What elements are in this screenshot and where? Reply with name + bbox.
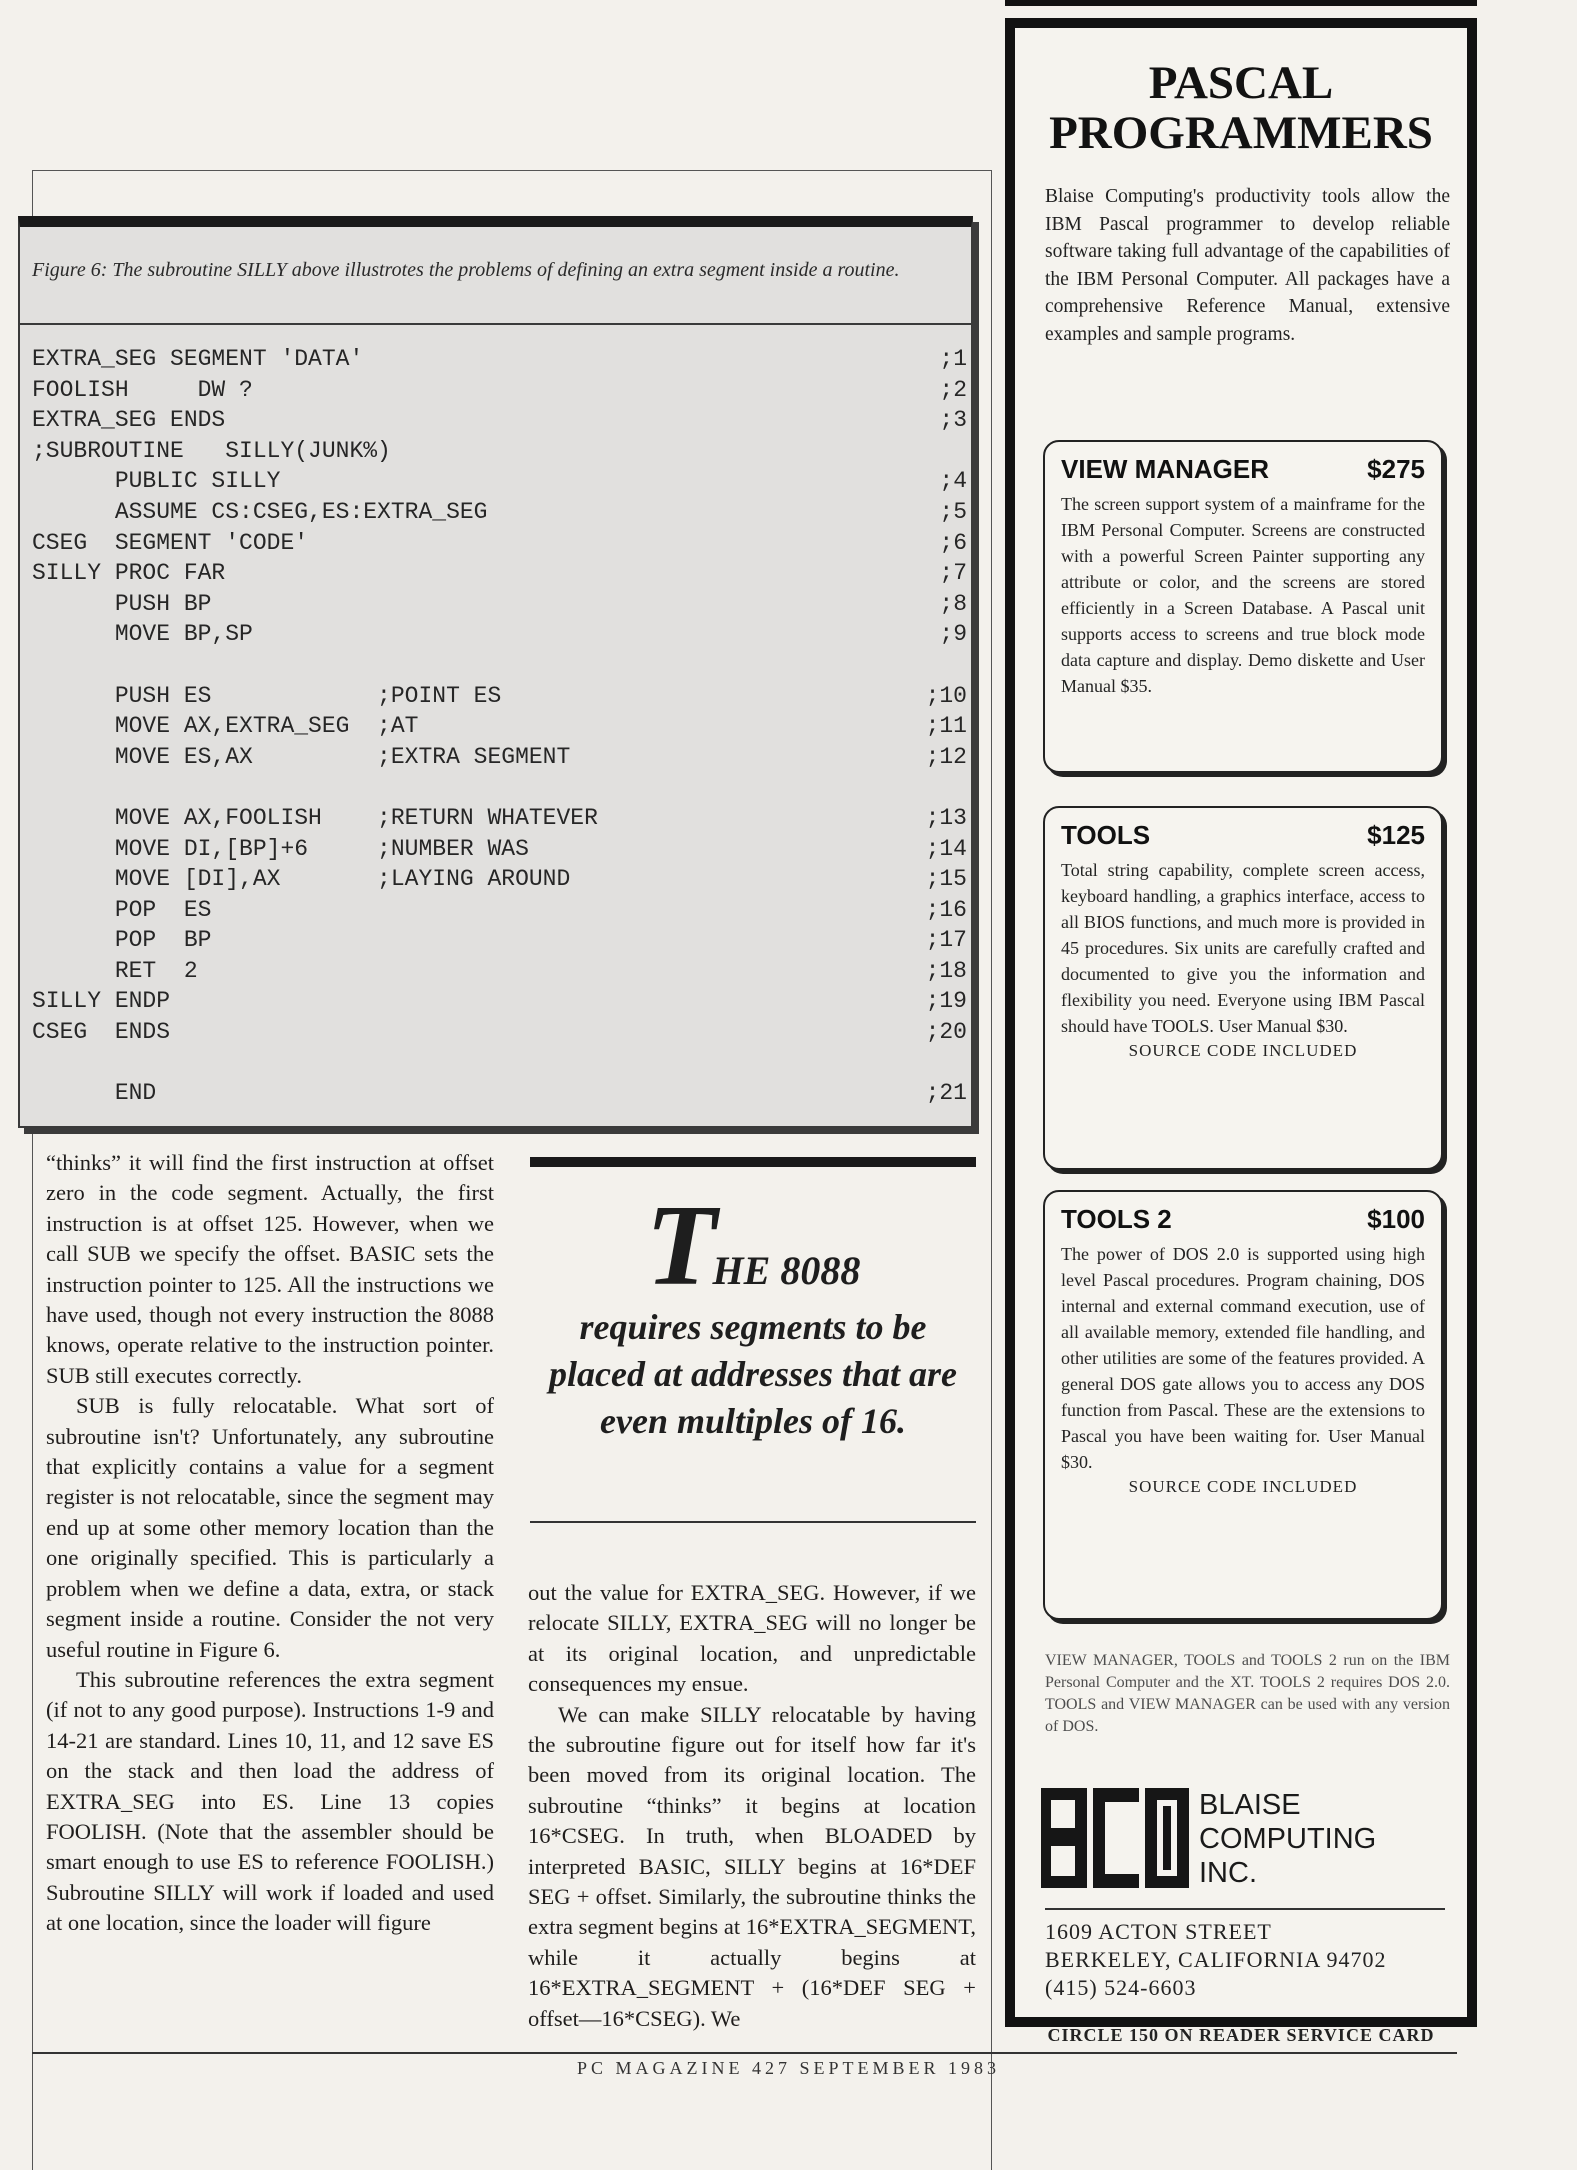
- code-line: [32, 558, 967, 589]
- company-name-line: INC.: [1199, 1857, 1257, 1889]
- code-text: EXTRA_SEG ENDS: [32, 407, 226, 434]
- code-text: CSEG ENDS: [32, 1019, 171, 1046]
- line-number: ;21: [925, 1080, 967, 1107]
- code-text: FOOLISH DW ?: [32, 376, 253, 403]
- line-number: ;18: [925, 957, 967, 984]
- paragraph: This subroutine references the extra segment (if not to any good purpose). Instructions 1-9 and 14-21 are standard. Lines 10, 11, and 12 save ES on the stack and then load the address of EXTRA_SEG into ES. Line 13 copies FOOLISH. (Note that the assembler should be smart enough to use ES to reference FOOLISH.) Subroutine SILLY will work if loaded and used at one location, since the loader will figure: [46, 1666, 494, 1936]
- line-number: ;20: [925, 1019, 967, 1046]
- code-line: [32, 528, 967, 559]
- line-number: ;17: [925, 927, 967, 954]
- ad-top-bar: [1005, 0, 1477, 6]
- code-text: MOVE AX,FOOLISH ;RETURN WHATEVER: [32, 804, 598, 831]
- code-line: [32, 466, 967, 497]
- code-line: [32, 834, 967, 865]
- code-line: [32, 375, 967, 406]
- code-line: [32, 497, 967, 528]
- code-line: [32, 925, 967, 956]
- company-name-line: BLAISE: [1199, 1789, 1301, 1821]
- pull-quote-bottom-rule: [530, 1521, 976, 1523]
- line-number: ;5: [939, 498, 967, 525]
- article-column-2: [528, 1578, 976, 2034]
- paragraph: We can make SILLY relocatable by having the subroutine figure out for itself how far it's been moved from its original location. The subroutine “thinks” it begins at location 16*CSEG. In truth, when BLOADED by interpreted BASIC, SILLY begins at 16*DEF SEG + offset. Similarly, the subroutine thinks the extra segment begins at 16*EXTRA_SEGMENT, while it actually begins at 16*EXTRA_SEGMENT + (16*DEF SEG + offset—16*CSEG). We: [528, 1701, 976, 2031]
- code-line: [32, 864, 967, 895]
- line-number: ;15: [925, 866, 967, 893]
- figure-caption: Figure 6: The subroutine SILLY above illustrotes the problems of defining an extra segment inside a routine.: [32, 259, 900, 281]
- code-text: SILLY ENDP: [32, 988, 171, 1015]
- pull-quote-top-bar: [530, 1157, 976, 1167]
- bci-logo-icon: [1041, 1788, 1191, 1888]
- code-text: MOVE AX,EXTRA_SEG ;AT: [32, 713, 419, 740]
- line-number: ;11: [925, 713, 967, 740]
- code-text: MOVE DI,[BP]+6 ;NUMBER WAS: [32, 835, 529, 862]
- ad-headline-line: PASCAL: [1148, 57, 1334, 109]
- line-number: ;4: [939, 468, 967, 495]
- code-text: EXTRA_SEG SEGMENT 'DATA': [32, 346, 364, 372]
- product-name: VIEW MANAGER: [1061, 454, 1269, 484]
- product-price: $275: [1367, 454, 1425, 484]
- code-listing: [32, 344, 967, 1109]
- ad-intro: Blaise Computing's productivity tools allow the IBM Pascal programmer to develop reliable software taking full advantage of the capabilities of the IBM Personal Computer. All packages have a comprehensive Reference Manual, extensive examples and sample programs.: [1045, 186, 1450, 345]
- figure-divider: [20, 323, 971, 325]
- reader-service-note: CIRCLE 150 ON READER SERVICE CARD: [1047, 2025, 1435, 2045]
- product-description: The power of DOS 2.0 is supported using high level Pascal procedures. Program chaining, DOS internal and external command execution, use of all available memory, extended file handling, and other utilities are some of the features provided. A general DOS gate allows you to access any DOS function from Pascal. These are the extensions to Pascal you have been waiting for. User Manual $30.: [1061, 1244, 1425, 1472]
- ad-headline: [1015, 58, 1467, 158]
- product-name: TOOLS: [1061, 820, 1151, 850]
- line-number: ;10: [925, 682, 967, 709]
- line-number: ;9: [939, 621, 967, 648]
- company-logo: [1041, 1788, 1461, 1898]
- code-line: [32, 986, 967, 1017]
- code-text: END: [32, 1080, 157, 1107]
- line-number: ;1: [939, 346, 967, 372]
- pull-quote-text: requires segments to be placed at addresses that are even multiples of 16.: [549, 1307, 957, 1441]
- company-name-line: COMPUTING: [1199, 1823, 1377, 1855]
- product-price: $100: [1367, 1204, 1425, 1234]
- code-line: [32, 344, 967, 375]
- product-tools-2: [1043, 1190, 1443, 1620]
- code-text: PUSH BP: [32, 590, 212, 617]
- article-column-1: [46, 1148, 494, 1939]
- code-line: [32, 650, 967, 681]
- code-text: POP BP: [32, 927, 212, 954]
- code-text: PUBLIC SILLY: [32, 468, 281, 495]
- source-code-note: SOURCE CODE INCLUDED: [1128, 1477, 1358, 1496]
- figure-6: [18, 216, 973, 1128]
- code-line: [32, 681, 967, 712]
- compatibility-note: VIEW MANAGER, TOOLS and TOOLS 2 run on the IBM Personal Computer and the XT. TOOLS 2 requires DOS 2.0. TOOLS and VIEW MANAGER can be used with any version of DOS.: [1045, 1652, 1450, 1735]
- line-number: ;16: [925, 896, 967, 923]
- address-line: 1609 ACTON STREET: [1045, 1919, 1272, 1944]
- line-number: ;7: [939, 560, 967, 587]
- product-view-manager: [1043, 440, 1443, 773]
- ad-divider: [1045, 1908, 1445, 1910]
- pull-quote-first: HE 8088: [712, 1248, 861, 1293]
- code-line: [32, 956, 967, 987]
- code-line: [32, 895, 967, 926]
- code-line: [32, 1048, 967, 1079]
- code-line: [32, 711, 967, 742]
- company-address: [1045, 1918, 1445, 2002]
- product-description: The screen support system of a mainframe for the IBM Personal Computer. Screens are constructed with a powerful Screen Painter supporting any attribute or color, and the screens are stored efficiently in a Screen Database. A Pascal unit supports access to screens and true block mode data capture and display. Demo diskette and User Manual $35.: [1061, 494, 1425, 696]
- page-footer: PC MAGAZINE 427 SEPTEMBER 1983: [576, 2058, 1001, 2078]
- code-line: [32, 772, 967, 803]
- code-text: MOVE ES,AX ;EXTRA SEGMENT: [32, 743, 571, 770]
- line-number: ;19: [925, 988, 967, 1015]
- product-name: TOOLS 2: [1061, 1204, 1172, 1234]
- product-description: Total string capability, complete screen access, keyboard handling, a graphics interface, access to all BIOS functions, and much more is provided in 45 procedures. Six units are carefully crafted and documented to give you the information and flexibility you need. Everyone using IBM Pascal should have TOOLS. User Manual $30.: [1061, 860, 1425, 1036]
- ad-headline-line: PROGRAMMERS: [1049, 107, 1433, 159]
- code-line: [32, 1017, 967, 1048]
- pull-quote: [528, 1182, 978, 1445]
- code-text: PUSH ES ;POINT ES: [32, 682, 502, 709]
- company-name: [1199, 1788, 1376, 1890]
- line-number: ;3: [939, 407, 967, 434]
- code-line: [32, 619, 967, 650]
- code-text: CSEG SEGMENT 'CODE': [32, 529, 309, 556]
- code-line: [32, 405, 967, 436]
- code-line: [32, 436, 967, 467]
- address-line: BERKELEY, CALIFORNIA 94702: [1045, 1947, 1387, 1972]
- paragraph: “thinks” it will find the first instruction at offset zero in the code segment. Actually, the first instruction is at offset 125. However, when we call SUB we specify the offset. BASIC sets the instruction pointer to 125. All the instructions we have used, though not every instruction the 8088 knows, operate relative to the instruction pointer. SUB still executes correctly.: [46, 1150, 494, 1388]
- advertisement: [1005, 18, 1477, 2027]
- code-text: POP ES: [32, 896, 212, 923]
- phone-number: (415) 524-6603: [1045, 1975, 1197, 2000]
- code-line: [32, 742, 967, 773]
- code-line: [32, 589, 967, 620]
- paragraph: out the value for EXTRA_SEG. However, if we relocate SILLY, EXTRA_SEG will no longer be at its original location, and unpredictable consequences my ensue.: [528, 1580, 976, 1697]
- line-number: ;6: [939, 529, 967, 556]
- product-tools: [1043, 806, 1443, 1170]
- footer-rule: [32, 2052, 1457, 2054]
- paragraph: SUB is fully relocatable. What sort of subroutine isn't? Unfortunately, any subroutine that explicitly contains a value for a segment register is not relocatable, since the segment may end up at some other memory location than the one originally specified. This is particularly a problem when we define a data, extra, or stack segment inside a routine. Consider the not very useful routine in Figure 6.: [46, 1393, 494, 1662]
- line-number: ;13: [925, 804, 967, 831]
- line-number: ;2: [939, 376, 967, 403]
- code-text: ;SUBROUTINE SILLY(JUNK%): [32, 437, 391, 464]
- code-text: RET 2: [32, 957, 198, 984]
- code-line: [32, 1078, 967, 1109]
- source-code-note: SOURCE CODE INCLUDED: [1128, 1041, 1358, 1060]
- code-text: ASSUME CS:CSEG,ES:EXTRA_SEG: [32, 498, 488, 525]
- product-price: $125: [1367, 820, 1425, 850]
- code-text: MOVE [DI],AX ;LAYING AROUND: [32, 866, 571, 893]
- drop-cap: T: [645, 1182, 717, 1310]
- code-text: SILLY PROC FAR: [32, 560, 226, 587]
- code-line: [32, 803, 967, 834]
- line-number: ;8: [939, 590, 967, 617]
- line-number: ;12: [925, 743, 967, 770]
- code-text: MOVE BP,SP: [32, 621, 253, 648]
- line-number: ;14: [925, 835, 967, 862]
